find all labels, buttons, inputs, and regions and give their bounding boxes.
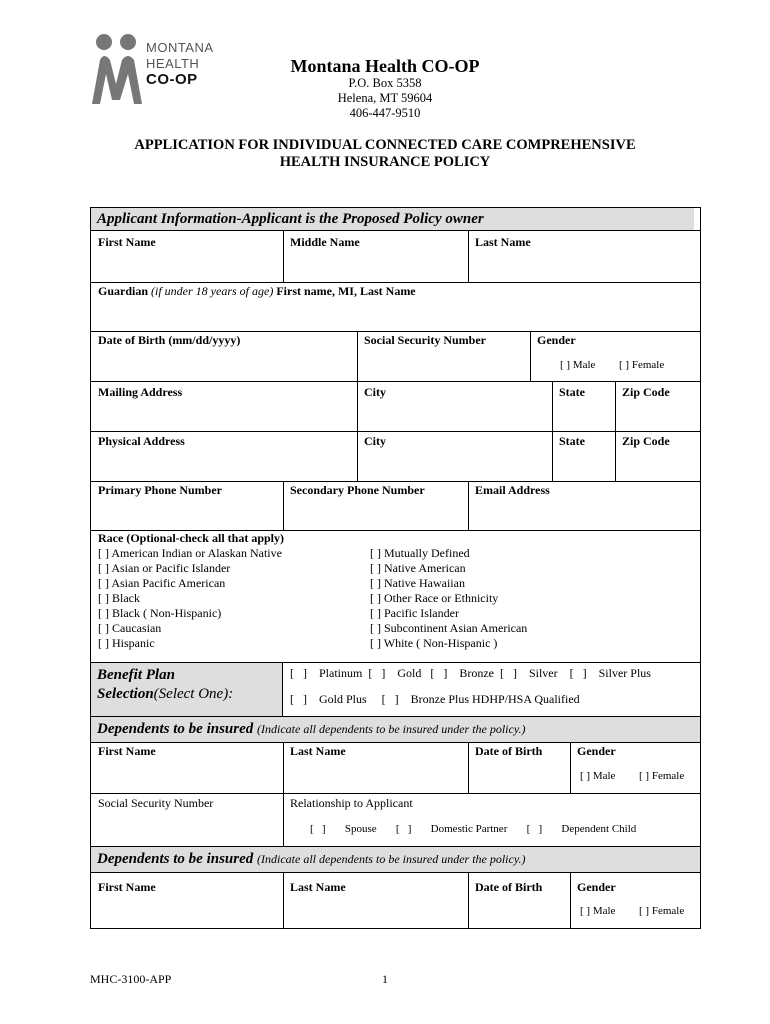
- race-option[interactable]: [ ] Asian Pacific American: [98, 576, 226, 590]
- dependent2-dob-label: Date of Birth: [475, 880, 543, 894]
- dependents-section-header-2: Dependents to be insured (Indicate all dependents to be insured under the policy.): [91, 847, 700, 872]
- race-option[interactable]: [ ] Black: [98, 591, 140, 605]
- email-label: Email Address: [475, 483, 550, 497]
- dependent2-gender-label: Gender: [577, 880, 616, 894]
- dependent2-male-checkbox[interactable]: [ ] Male: [580, 905, 616, 917]
- race-option[interactable]: [ ] Mutually Defined: [370, 546, 470, 560]
- logo-wordmark: MONTANA HEALTH CO-OP: [146, 40, 214, 88]
- dependent-relationship-label: Relationship to Applicant: [290, 796, 413, 810]
- dependent-first-name-label: First Name: [98, 744, 156, 758]
- race-option[interactable]: [ ] Pacific Islander: [370, 606, 459, 620]
- race-option[interactable]: [ ] Caucasian: [98, 621, 162, 635]
- dependent-female-checkbox[interactable]: [ ] Female: [639, 770, 685, 782]
- dependent-dob-label: Date of Birth: [475, 744, 543, 758]
- page-number: 1: [382, 972, 388, 986]
- form-code: MHC-3100-APP: [90, 972, 172, 986]
- ssn-label: Social Security Number: [364, 333, 486, 347]
- gender-female-checkbox[interactable]: [ ] Female: [619, 359, 665, 371]
- race-option[interactable]: [ ] Asian or Pacific Islander: [98, 561, 231, 575]
- race-left-list: [98, 546, 282, 651]
- mailing-address-label: Mailing Address: [98, 385, 183, 399]
- dependent-male-checkbox[interactable]: [ ] Male: [580, 770, 616, 782]
- race-right-list: [370, 546, 527, 651]
- benefit-plan-options-row1[interactable]: [ ] Platinum [ ] Gold [ ] Bronze [ ] Silver [ ] Silver Plus: [290, 666, 651, 680]
- race-title: Race (Optional-check all that apply): [98, 531, 284, 545]
- dependent2-female-checkbox[interactable]: [ ] Female: [639, 905, 685, 917]
- dependents-section-header: Dependents to be insured (Indicate all dependents to be insured under the policy.): [91, 717, 700, 742]
- gender-label: Gender: [537, 333, 576, 347]
- mailing-city-label: City: [364, 385, 386, 399]
- dependent-last-name-label: Last Name: [290, 744, 346, 758]
- benefit-label-cell: Benefit Plan Selection(Select One):: [91, 663, 282, 716]
- secondary-phone-label: Secondary Phone Number: [290, 483, 425, 497]
- org-po-box: P.O. Box 5358: [348, 76, 422, 90]
- mailing-zip-label: Zip Code: [622, 385, 670, 399]
- physical-address-label: Physical Address: [98, 434, 185, 448]
- dependent-relationship-options[interactable]: [ ] Spouse [ ] Domestic Partner [ ] Dependent Child: [310, 823, 637, 835]
- applicant-last-name-label: Last Name: [475, 235, 531, 249]
- physical-city-label: City: [364, 434, 386, 448]
- race-option[interactable]: [ ] Native Hawaiian: [370, 576, 465, 590]
- race-option[interactable]: [ ] Black ( Non-Hispanic): [98, 606, 222, 620]
- gender-male-checkbox[interactable]: [ ] Male: [560, 359, 596, 371]
- benefit-plan-options-row2[interactable]: [ ] Gold Plus [ ] Bronze Plus HDHP/HSA Qualified: [290, 692, 580, 706]
- guardian-label: Guardian (if under 18 years of age) First name, MI, Last Name: [98, 284, 416, 298]
- race-option[interactable]: [ ] Native American: [370, 561, 466, 575]
- race-option[interactable]: [ ] Hispanic: [98, 636, 155, 650]
- race-option[interactable]: [ ] White ( Non-Hispanic ): [370, 636, 498, 650]
- dependent-gender-label: Gender: [577, 744, 616, 758]
- dob-label: Date of Birth (mm/dd/yyyy): [98, 333, 241, 347]
- race-option[interactable]: [ ] Other Race or Ethnicity: [370, 591, 499, 605]
- dependent2-last-name-label: Last Name: [290, 880, 346, 894]
- org-phone: 406-447-9510: [349, 106, 421, 120]
- org-name: Montana Health CO-OP: [290, 56, 480, 76]
- form-title: APPLICATION FOR INDIVIDUAL CONNECTED CARE COMPREHENSIVE HEALTH INSURANCE POLICY: [134, 137, 636, 170]
- race-option[interactable]: [ ] American Indian or Alaskan Native: [98, 546, 282, 560]
- applicant-middle-name-label: Middle Name: [290, 235, 360, 249]
- physical-zip-label: Zip Code: [622, 434, 670, 448]
- dependent2-first-name-label: First Name: [98, 880, 156, 894]
- organization-header: [0, 56, 770, 121]
- race-option[interactable]: [ ] Subcontinent Asian American: [370, 621, 528, 635]
- org-city: Helena, MT 59604: [337, 91, 433, 105]
- application-form: [90, 207, 701, 929]
- applicant-section-header: Applicant Information-Applicant is the Proposed Policy owner: [91, 208, 694, 230]
- applicant-first-name-label: First Name: [98, 235, 156, 249]
- physical-state-label: State: [559, 434, 585, 448]
- mailing-state-label: State: [559, 385, 585, 399]
- primary-phone-label: Primary Phone Number: [98, 483, 222, 497]
- dependent-ssn-label: Social Security Number: [98, 796, 214, 810]
